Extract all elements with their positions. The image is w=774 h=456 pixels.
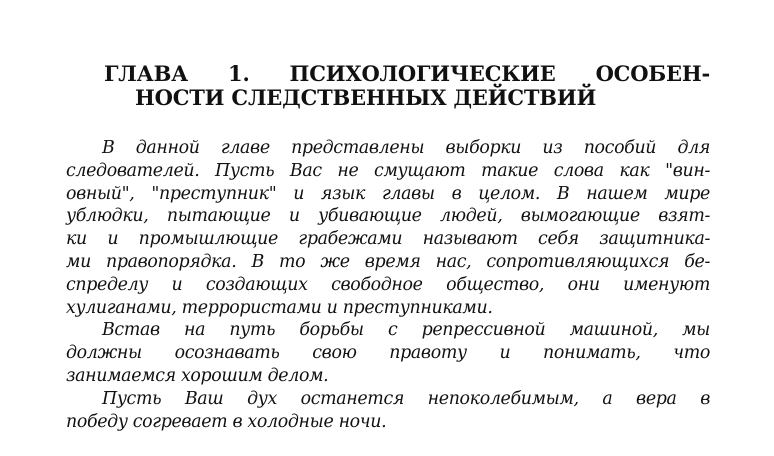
paragraph-2 — [66, 319, 710, 387]
text-line: ми правопорядка. В то же время нас, сопротивляющихся бе- — [66, 251, 710, 272]
text-line: занимаемся хорошим делом. — [66, 365, 329, 386]
text-line: ки и промышлющие грабежами называют себя защитника- — [66, 229, 710, 250]
text-line: хулиганами, террористами и преступниками. — [66, 297, 493, 318]
chapter-heading-line-1: ГЛАВА 1. ПСИХОЛОГИЧЕСКИЕ ОСОБЕН- — [104, 61, 710, 86]
text-line: Встав на путь борьбы с репрессивной машиной, мы — [102, 320, 710, 341]
chapter-heading — [100, 62, 710, 110]
text-line: должны осознавать свою правоту и понимать, что — [66, 343, 710, 364]
text-line: следователей. Пусть Вас не смущают такие слова как "вин- — [66, 160, 710, 181]
text-line: В данной главе представлены выборки из пособий для — [102, 138, 710, 158]
text-line: овный", "преступник" и язык главы в целом. В нашем мире — [66, 183, 710, 204]
text-line: ублюдки, пытающие и убивающие людей, вымогающие взят- — [66, 206, 710, 227]
text-line: Пусть Ваш дух останется непоколебимым, а вера в — [102, 388, 710, 409]
paragraph-1 — [66, 137, 710, 319]
paragraph-3 — [66, 388, 710, 434]
text-line: победу согревает в холодные ночи. — [66, 411, 387, 432]
chapter-body — [66, 137, 710, 433]
text-line: спределу и создающих свободное общество, они именуют — [66, 274, 710, 295]
chapter-heading-line-2: НОСТИ СЛЕДСТВЕННЫХ ДЕЙСТВИЙ — [135, 85, 597, 110]
